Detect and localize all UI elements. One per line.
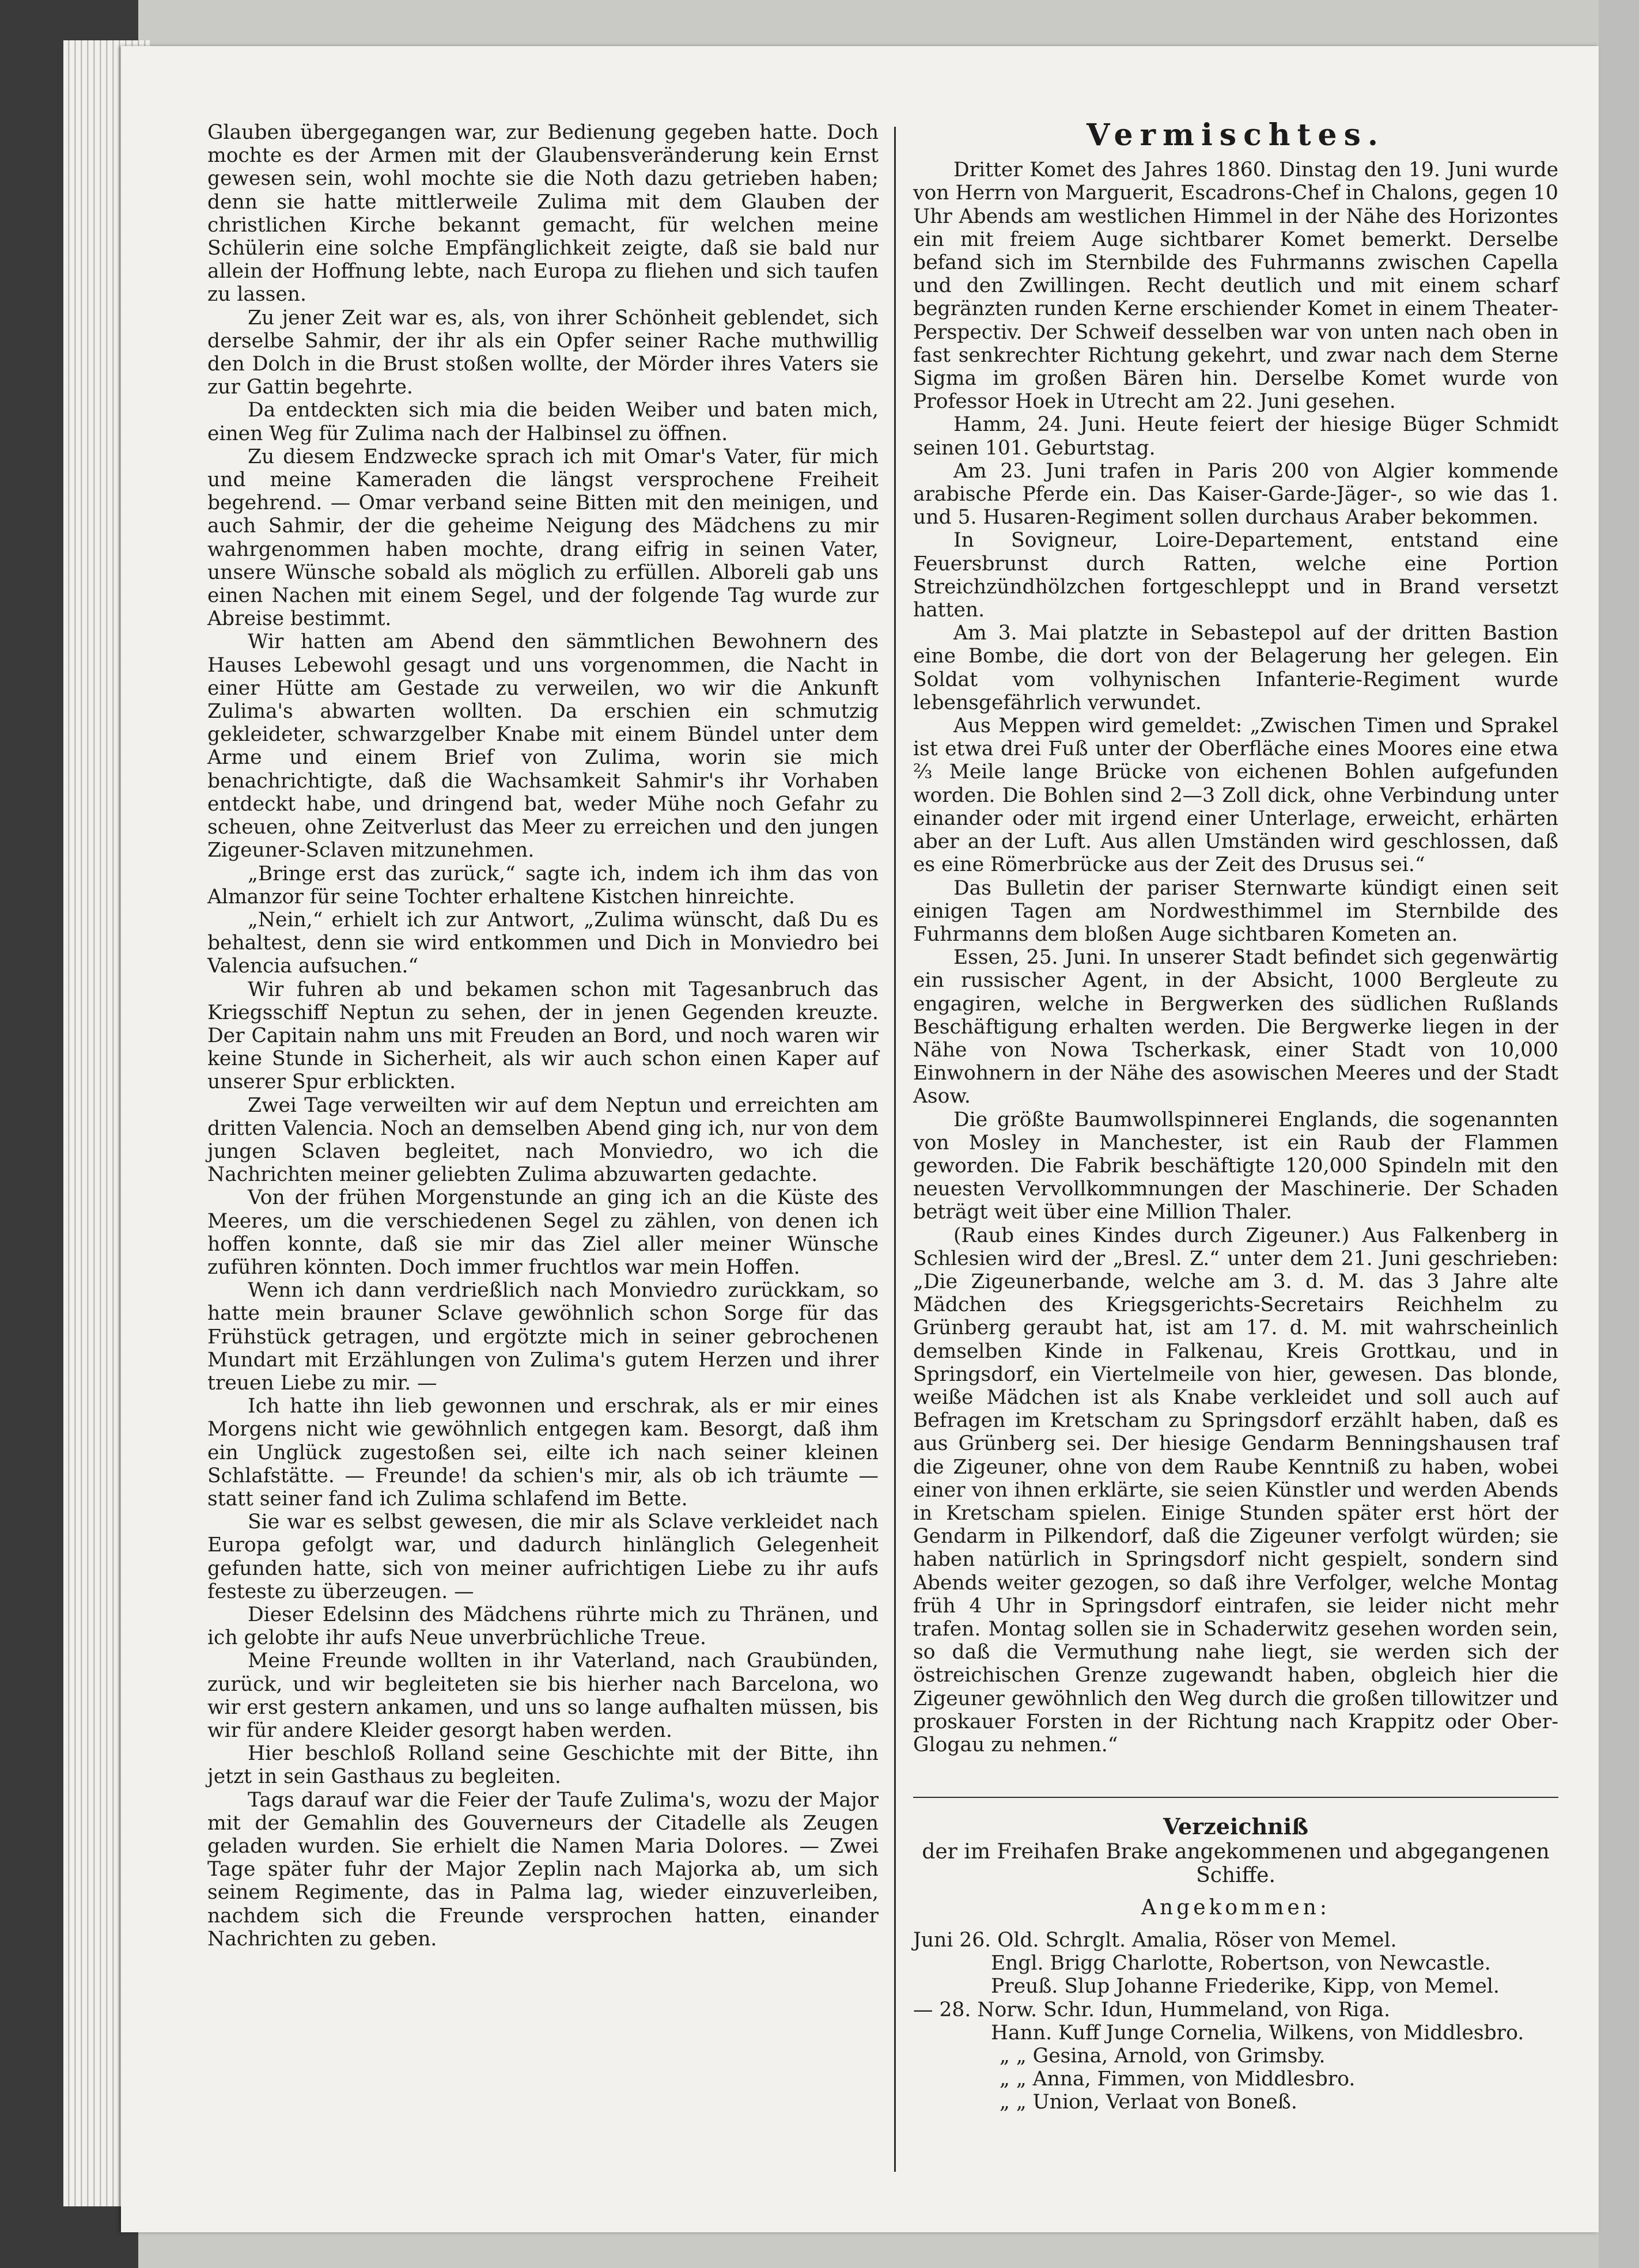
news-item: Am 3. Mai platzte in Sebastepol auf der dritten Bastion eine Bombe, die dort von der Belagerung her gelegen. Ein Soldat vom volhynischen Infanterie-Regiment wurde lebensgefährlich verwundet. xyxy=(913,622,1558,714)
paragraph: Wenn ich dann verdrießlich nach Monviedro zurückkam, so hatte mein brauner Sclave gewöhnlich schon Sorge für das Frühstück getragen, und ergötzte mich in seiner gebrochenen Mundart mit Erzählungen von Zulima's gutem Herzen und ihrer treuen Liebe zu mir. — xyxy=(207,1279,879,1395)
news-item: Hamm, 24. Juni. Heute feiert der hiesige Büger Schmidt seinen 101. Geburtstag. xyxy=(913,413,1558,460)
ship-entry: — 28. Norw. Schr. Idun, Hummeland, von Riga. xyxy=(913,1998,1391,2021)
paragraph: Sie war es selbst gewesen, die mir als Sclave verkleidet nach Europa gefolgt war, und dadurch hinlänglich Gelegenheit gefunden hatte, sich von meiner aufrichtigen Liebe zu ihr aufs festeste zu überzeugen. — xyxy=(207,1510,879,1603)
ship-list-subtitle: der im Freihafen Brake angekommenen und abgegangenen Schiffe. xyxy=(922,1840,1550,1887)
news-item: In Sovigneur, Loire-Departement, entstand eine Feuersbrunst durch Ratten, welche eine Portion Streichzündhölzchen fortgeschleppt und in Brand versetzt hatten. xyxy=(913,529,1558,622)
left-column xyxy=(207,121,879,1951)
paragraph: Meine Freunde wollten in ihr Vaterland, nach Graubünden, zurück, und wir begleiteten sie bis hierher nach Barcelona, wo wir erst gestern ankamen, und uns so lange aufhalten müssen, bis wir für andere Kleider gesorgt haben werden. xyxy=(207,1649,879,1743)
right-column xyxy=(913,46,1558,2114)
section-heading: Vermischtes. xyxy=(1086,118,1386,153)
paragraph: Glauben übergegangen war, zur Bedienung gegeben hatte. Doch mochte es der Armen mit der Glaubensveränderung kein Ernst gewesen sein, wohl mochte sie die Noth dazu getrieben haben; denn sie hatte mittlerweile Zulima mit dem Glauben der christlichen Kirche bekannt gemacht, für welchen meine Schülerin eine solche Empfänglichkeit zeigte, daß sie bald nur allein der Hoffnung lebte, nach Europa zu fliehen und sich taufen zu lassen. xyxy=(207,121,879,306)
paragraph: Von der frühen Morgenstunde an ging ich an die Küste des Meeres, um die verschiedenen Segel zu zählen, von denen ich hoffen konnte, daß sie mir das Ziel aller meiner Wünsche zuführen könnten. Doch immer fruchtlos war mein Hoffen. xyxy=(207,1186,879,1279)
ship-entry: Engl. Brigg Charlotte, Robertson, von Newcastle. xyxy=(991,1952,1491,1975)
ship-entry: Preuß. Slup Johanne Friederike, Kipp, von Memel. xyxy=(991,1975,1500,1998)
ship-list-section: Angekommen: xyxy=(1141,1895,1330,1919)
news-item: (Raub eines Kindes durch Zigeuner.) Aus Falkenberg in Schlesien wird der „Bresl. Z.“ unter dem 21. Juni geschrieben: „Die Zigeunerbande, welche am 3. d. M. das 3 Jahre alte Mädchen des Kriegsgerichts-Secretairs Reichhelm zu Grünberg geraubt hat, ist am 17. d. M. mit wahrscheinlich demselben Kinde in Falkenau, Kreis Grottkau, und in Springsdorf, ein Viertelmeile von hier, gewesen. Das blonde, weiße Mädchen ist als Knabe verkleidet und soll auch auf Befragen im Kretscham zu Springsdorf erzählt haben, daß es aus Grünberg sei. Der hiesige Gendarm Benningshausen traf die Zigeuner, ohne von dem Raube Kenntniß zu haben, wobei einer von ihnen erklärte, sie seien Künstler und werden Abends in Kretscham spielen. Einige Stunden später erst hört der Gendarm in Pilkendorf, daß die Zigeuner verfolgt würden; sie haben natürlich in Springsdorf nicht gespielt, sondern sind Abends weiter gezogen, so daß ihre Verfolger, welche Montag früh 4 Uhr in Springsdorf eintrafen, sie leider nicht mehr trafen. Montag sollen sie in Schaderwitz gesehen worden sein, so daß die Vermuthung nahe liegt, sie werden sich der östreichischen Grenze zugewandt haben, obgleich hier die Zigeuner gewöhnlich den Weg durch die großen tillowitzer und proskauer Forsten in der Richtung nach Krappitz oder Ober-Glogau zu nehmen.“ xyxy=(913,1224,1558,1757)
paragraph: Ich hatte ihn lieb gewonnen und erschrak, als er mir eines Morgens nicht wie gewöhnlich entgegen kam. Besorgt, daß ihm ein Unglück zugestoßen sei, eilte ich nach seiner kleinen Schlafstätte. — Freunde! da schien's mir, als ob ich träumte — statt seiner fand ich Zulima schlafend im Bette. xyxy=(207,1395,879,1510)
ship-entry: „ „ Union, Verlaat von Boneß. xyxy=(1000,2091,1297,2114)
ship-list-title: Verzeichniß xyxy=(1163,1813,1309,1840)
news-item: Das Bulletin der pariser Sternwarte kündigt einen seit einigen Tagen am Nordwesthimmel im Sternbilde des Fuhrmanns dem bloßen Auge sichtbaren Kometen an. xyxy=(913,876,1558,946)
paragraph: Wir fuhren ab und bekamen schon mit Tagesanbruch das Kriegsschiff Neptun zu sehen, der in jenen Gegenden kreuzte. Der Capitain nahm uns mit Freuden an Bord, und noch waren wir keine Stunde in Sicherheit, als wir auch schon einen Kaper auf unserer Spur erblickten. xyxy=(207,978,879,1094)
scan-background xyxy=(1599,0,1639,2268)
news-item: Aus Meppen wird gemeldet: „Zwischen Timen und Sprakel ist etwa drei Fuß unter der Oberfläche eines Moores eine etwa ⅔ Meile lange Brücke von eichenen Bohlen aufgefunden worden. Die Bohlen sind 2—3 Zoll dick, ohne Verbindung unter einander oder mit irgend einer Unterlage, erweicht, erhärten aber an der Luft. Aus allen Umständen wird geschlossen, daß es eine Römerbrücke aus der Zeit des Drusus sei.“ xyxy=(913,714,1558,877)
ship-entry: Hann. Kuff Junge Cornelia, Wilkens, von Middlesbro. xyxy=(991,2021,1524,2044)
paragraph: Dieser Edelsinn des Mädchens rührte mich zu Thränen, und ich gelobte ihr aufs Neue unverbrüchliche Treue. xyxy=(207,1603,879,1650)
paragraph: Hier beschloß Rolland seine Geschichte mit der Bitte, ihn jetzt in sein Gasthaus zu begleiten. xyxy=(207,1742,879,1789)
news-item: Essen, 25. Juni. In unserer Stadt befindet sich gegenwärtig ein russischer Agent, in der Absicht, 1000 Bergleute zu engagiren, welche in Bergwerken des südlichen Rußlands Beschäftigung erhalten werden. Die Bergwerke liegen in der Nähe von Nowa Tscherkask, einer Stadt von 10,000 Einwohnern in der Nähe des asowischen Meeres und der Stadt Asow. xyxy=(913,946,1558,1108)
paragraph: Zwei Tage verweilten wir auf dem Neptun und erreichten am dritten Valencia. Noch an demselben Abend ging ich, nur von dem jungen Sclaven begleitet, nach Monviedro, wo ich die Nachrichten meiner geliebten Zulima abzuwarten gedachte. xyxy=(207,1093,879,1187)
ship-entry: „ „ Anna, Fimmen, von Middlesbro. xyxy=(1000,2068,1356,2091)
paragraph: Da entdeckten sich mia die beiden Weiber und baten mich, einen Weg für Zulima nach der Halbinsel zu öffnen. xyxy=(207,399,879,445)
ship-entry: Juni 26. Old. Schrglt. Amalia, Röser von Memel. xyxy=(913,1929,1397,1952)
paragraph: „Bringe erst das zurück,“ sagte ich, indem ich ihm das von Almanzor für seine Tochter erhaltene Kistchen hinreichte. xyxy=(207,862,879,908)
paragraph: Tags darauf war die Feier der Taufe Zulima's, wozu der Major mit der Gemahlin des Gouverneurs der Citadelle als Zeugen geladen wurden. Sie erhielt die Namen Maria Dolores. — Zwei Tage später fuhr der Major Zeplin nach Majorka ab, um sich seinem Regimente, das in Palma lag, wieder einzuverleiben, nachdem sich die Freunde versprochen hatten, einander Nachrichten zu geben. xyxy=(207,1788,879,1951)
newspaper-page xyxy=(121,46,1599,2232)
news-item: Die größte Baumwollspinnerei Englands, die sogenannten von Mosley in Manchester, ist ein Raub der Flammen geworden. Die Fabrik beschäftigte 120,000 Spindeln mit den neuesten Vervollkommnungen der Maschinerie. Der Schaden beträgt weit über eine Million Thaler. xyxy=(913,1108,1558,1224)
ship-entry: „ „ Gesina, Arnold, von Grimsby. xyxy=(1000,2044,1326,2068)
paragraph: „Nein,“ erhielt ich zur Antwort, „Zulima wünscht, daß Du es behaltest, denn sie wird entkommen und Dich in Monviedro bei Valencia aufsuchen.“ xyxy=(207,908,879,978)
section-separator xyxy=(913,1797,1558,1798)
paragraph: Zu jener Zeit war es, als, von ihrer Schönheit geblendet, sich derselbe Sahmir, der ihr als ein Opfer seiner Rache muthwillig den Dolch in die Brust stoßen wollte, der Mörder ihres Vaters sie zur Gattin begehrte. xyxy=(207,306,879,399)
paragraph: Wir hatten am Abend den sämmtlichen Bewohnern des Hauses Lebewohl gesagt und uns vorgenommen, die Nacht in einer Hütte am Gestade zu verweilen, wo wir die Ankunft Zulima's abwarten wollten. Da erschien ein schmutzig gekleideter, schwarzgelber Knabe mit einem Bündel unter dem Arme und einem Brief von Zulima, worin sie mich benachrichtigte, daß die Wachsamkeit Sahmir's ihr Vorhaben entdeckt habe, und dringend bat, weder Mühe noch Gefahr zu scheuen, ohne Zeitverlust das Meer zu erreichen und den jungen Zigeuner-Sclaven mitzunehmen. xyxy=(207,630,879,862)
news-item: Am 23. Juni trafen in Paris 200 von Algier kommende arabische Pferde ein. Das Kaiser-Garde-Jäger-, so wie das 1. und 5. Husaren-Regiment sollen durchaus Araber bekommen. xyxy=(913,459,1558,529)
column-divider xyxy=(894,127,896,2172)
news-item: Dritter Komet des Jahres 1860. Dinstag den 19. Juni wurde von Herrn von Marguerit, Escadrons-Chef in Chalons, gegen 10 Uhr Abends am westlichen Himmel in der Nähe des Horizontes ein mit freiem Auge sichtbarer Komet bemerkt. Derselbe befand sich im Sternbilde des Fuhrmanns zwischen Capella und den Zwillingen. Recht deutlich und mit einem scharf begränzten runden Kerne erschiender Komet in einem Theater-Perspectiv. Der Schweif desselben war von unten nach oben in fast senkrechter Richtung gekehrt, und zwar nach dem Sterne Sigma im großen Bären hin. Derselbe Komet wurde von Professor Hoek in Utrecht am 22. Juni gesehen. xyxy=(913,158,1558,414)
paragraph: Zu diesem Endzwecke sprach ich mit Omar's Vater, für mich und meine Kameraden die längst versprochene Freiheit begehrend. — Omar verband seine Bitten mit den meinigen, und auch Sahmir, der die geheime Neigung des Mädchens zu mir wahrgenommen haben mochte, drang eifrig in seinen Vater, unsere Wünsche sobald als möglich zu erfüllen. Alboreli gab uns einen Nachen mit einem Segel, und der folgende Tag wurde zur Abreise bestimmt. xyxy=(207,445,879,631)
